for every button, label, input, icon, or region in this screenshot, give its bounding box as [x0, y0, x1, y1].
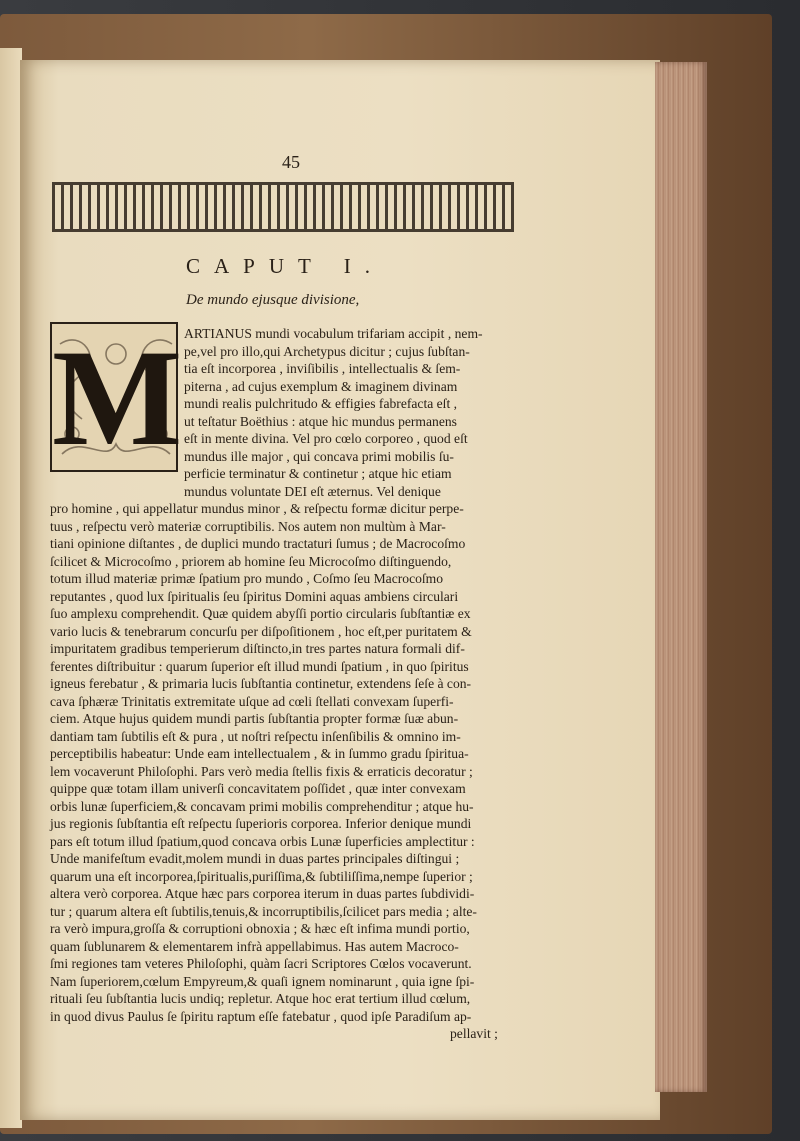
- text-line: vario lucis & tenebrarum concurſu per diſpoſitionem , hoc eſt,per puritatem &: [50, 623, 472, 639]
- text-line: ciem. Atque hujus quidem mundi partis ſubſtantia propter formæ ſuæ abun-: [50, 711, 459, 726]
- text-line: pellavit ;: [450, 1026, 498, 1041]
- text-line: orbis lunæ ſuperficiem,& concavam primi mobilis comprehenditur ; atque hu-: [50, 798, 474, 814]
- text-line: ſcilicet & Microcoſmo , priorem ab homine ſeu Microcoſmo diſtinguendo,: [50, 553, 452, 569]
- text-line: igneus ferebatur , & primaria lucis ſubſtantia continetur, extendens ſeſe à con-: [50, 676, 472, 691]
- text-line: totum illud materiæ primæ ſpatium pro mundo , Coſmo ſeu Macrocoſmo: [50, 571, 444, 586]
- text-line: perceptibilis habeatur: Unde eam intellectualem , & in ſummo gradu ſpiritua-: [50, 746, 469, 761]
- text-line: in quod divus Paulus ſe ſpiritu raptum eſſe fatebatur , quod ipſe Paradiſum ap-: [50, 1008, 472, 1024]
- initial-letter: M: [52, 321, 183, 474]
- text-line: mundus voluntate DEI eſt æternus. Vel denique: [184, 483, 441, 499]
- text-line: ſmi regiones tam veteres Philoſophi, quàm ſacri Scriptores Cœlos vocaverunt.: [50, 956, 472, 971]
- text-line: mundi realis pulchritudo & effigies fabrefacta eſt ,: [184, 396, 458, 411]
- chapter-subtitle: De mundo ejusque divisione,: [186, 292, 360, 308]
- text-line: tia eſt incorporea , inviſibilis , intellectualis & ſem-: [184, 361, 461, 376]
- text-line: quippe quæ totam illam univerſi concavitatem poſſidet , quæ inter convexam: [50, 781, 466, 796]
- text-line: tiani opinione diſtantes , de duplici mundo tractaturi ſumus ; de Macrocoſmo: [50, 536, 466, 551]
- text-line: ARTIANUS mundi vocabulum trifariam accipit , nem-: [184, 326, 483, 341]
- page-fore-edge: [655, 62, 707, 1092]
- text-line: reputantes , quod lux ſpiritualis ſeu ſpiritus Domini aquas ambiens circulari: [50, 588, 459, 604]
- text-line: Unde manifeſtum evadit,molem mundi in duas partes principales diſtingui ;: [50, 851, 460, 866]
- text-line: eſt in mente divina. Vel pro cœlo corporeo , quod eſt: [184, 431, 468, 446]
- text-line: quam ſublunarem & elementarem infrà appellabimus. Has autem Macroco-: [50, 938, 459, 954]
- ornamental-headpiece: [52, 182, 514, 232]
- text-line: rituali ſeu ſubſtantia lucis undiq; repletur. Atque hoc erat tertium illud cœlum,: [50, 991, 471, 1006]
- text-line: ferentes diſtribuitur : quarum ſuperior eſt illud mundi ſpatium , in quo ſpiritus: [50, 658, 469, 674]
- text-line: impuritatem gradibus temperierum diſtincto,in tres partes natura formali dif-: [50, 641, 465, 656]
- text-line: quarum una eſt incorporea,ſpiritualis,puriſſima,& ſubtiliſſima,nempe ſuperior ;: [50, 868, 473, 884]
- text-line: jus regionis ſubſtantia eſt reſpectu ſuperioris corporea. Inferior denique mundi: [50, 816, 472, 831]
- text-line: tuus , reſpectu verò materiæ corruptibilis. Nos autem non multùm à Mar-: [50, 518, 446, 534]
- text-line: piterna , ad cujus exemplum & imaginem divinam: [184, 378, 458, 394]
- text-line: perficie terminatur & continetur ; atque hic etiam: [184, 466, 452, 481]
- text-line: tur ; quarum altera eſt ſubtilis,tenuis,& incorruptibilis,ſcilicet pars media ; alte-: [50, 903, 477, 919]
- text-line: lem vocaverunt Philoſophi. Pars verò media ſtellis fixis & erraticis decoratur ;: [50, 763, 473, 779]
- text-line: mundus ille major , qui concava primi mobilis ſu-: [184, 448, 454, 464]
- text-line: dantiam tam ſubtilis eſt & pura , ut noſtri reſpectu inſenſibilis & omnino im-: [50, 728, 461, 744]
- text-line: pars eſt totum illud ſpatium,quod concava orbis Lunæ ſuperficies amplectitur :: [50, 833, 475, 849]
- left-page-edge: [0, 48, 22, 1128]
- text-line: ut teſtatur Boëthius : atque hic mundus permanens: [184, 413, 457, 429]
- text-line: altera verò corporea. Atque hæc pars corporea iterum in duas partes ſubdividi-: [50, 886, 475, 901]
- text-line: ra verò impura,groſſa & corruptioni obnoxia ; & hæc eſt infima mundi portio,: [50, 921, 470, 936]
- text-line: pro homine , qui appellatur mundus minor , & reſpectu formæ dicitur perpe-: [50, 501, 464, 516]
- page-number: 45: [282, 152, 300, 172]
- decorated-initial: [50, 321, 183, 474]
- text-line: pe,vel pro illo,qui Archetypus dicitur ; cujus ſubſtan-: [184, 343, 470, 359]
- text-line: cava ſphæræ Trinitatis extremitate uſque ad cœli ſtellati convexam ſuperfi-: [50, 693, 454, 709]
- text-line: ſuo amplexu comprehendit. Quæ quidem abyſſi portio circularis ſubſtantiæ ex: [50, 606, 471, 621]
- text-line: Nam ſuperiorem,cœlum Empyreum,& quaſi ignem nominarunt , quia igne ſpi-: [50, 973, 475, 989]
- chapter-title: CAPUT I.: [186, 254, 384, 278]
